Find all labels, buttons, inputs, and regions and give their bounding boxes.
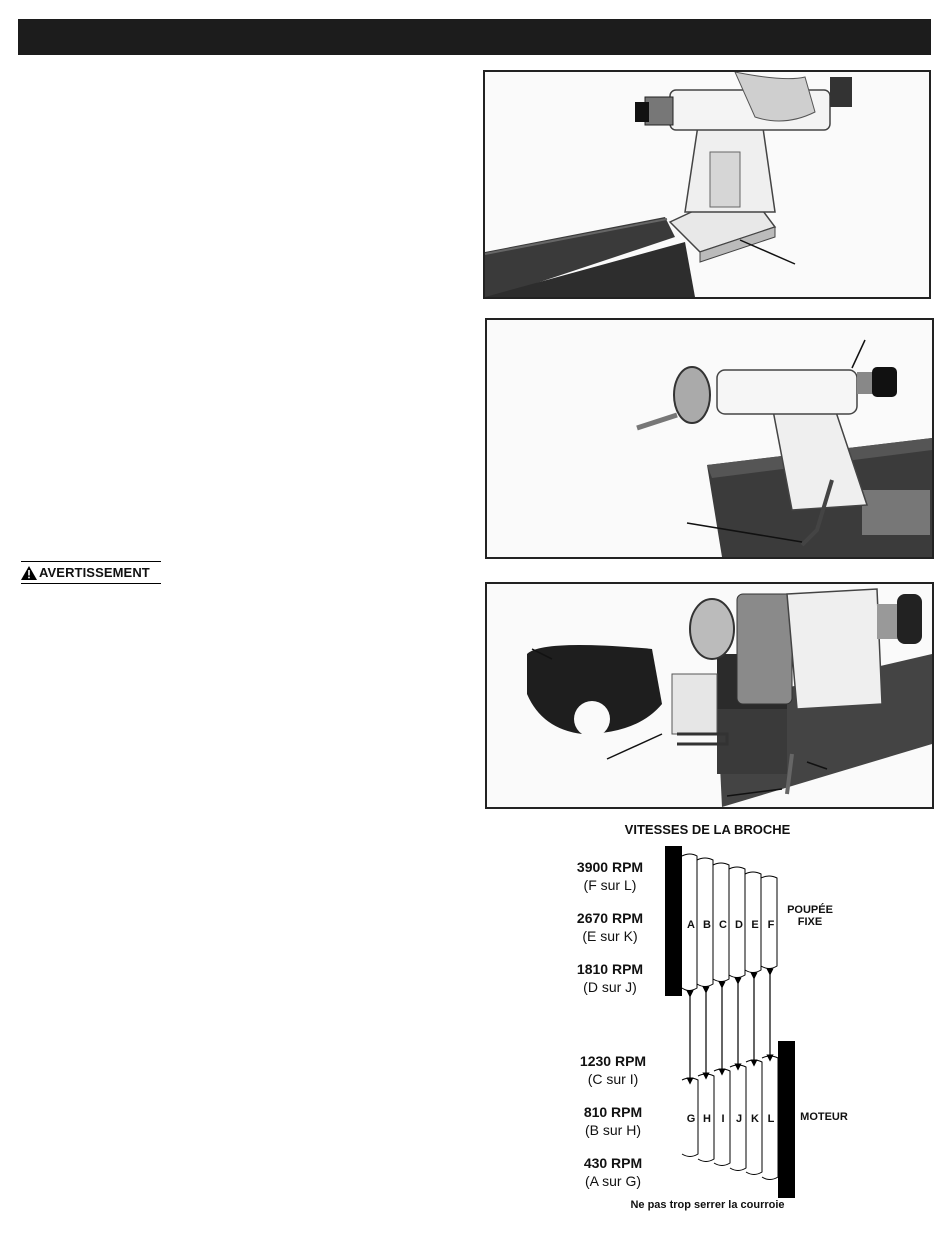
speed-rpm: 1810 RPM [576,961,644,977]
step-label: G [686,1113,696,1125]
chart-title: VITESSES DE LA BROCHE [624,822,791,837]
step-label: D [735,919,743,931]
spindle-speed-chart [560,818,860,1218]
tailstock-lock-photo [485,318,934,559]
warning-label [21,561,161,584]
speed-rpm: 2670 RPM [576,910,644,926]
tailstock-mounting-photo [483,70,931,299]
speed-pulleys: (A sur G) [584,1173,641,1189]
motor-shaft [778,1041,795,1198]
step-label: J [735,1113,743,1125]
step-label: A [687,919,695,931]
step-label: L [767,1113,775,1125]
step-label: B [703,919,711,931]
speed-pulleys: (C sur I) [587,1071,639,1087]
header-bar [18,19,931,55]
step-label: F [767,919,775,931]
step-label: C [719,919,727,931]
speed-rpm: 3900 RPM [576,859,644,875]
speed-pulleys: (B sur H) [585,1122,641,1138]
step-label: H [703,1113,711,1125]
step-label: I [721,1113,725,1125]
speed-rpm: 430 RPM [583,1155,643,1171]
step-label: K [751,1113,759,1125]
pulley-cover-photo [485,582,934,809]
belt-tension-note: Ne pas trop serrer la courroie [630,1199,785,1211]
step-label: E [751,919,759,931]
speed-rpm: 1230 RPM [579,1053,647,1069]
headstock-label: POUPÉE FIXE [787,904,833,928]
speed-pulleys: (F sur L) [583,877,637,893]
pulley-diagram [560,818,860,1218]
speed-pulleys: (E sur K) [582,928,638,944]
headstock-shaft [665,846,682,996]
motor-label: MOTEUR [800,1111,848,1123]
speed-rpm: 810 RPM [583,1104,643,1120]
speed-pulleys: (D sur J) [583,979,637,995]
warning-text: AVERTISSEMENT [39,565,150,580]
warning-triangle-icon [21,566,37,580]
